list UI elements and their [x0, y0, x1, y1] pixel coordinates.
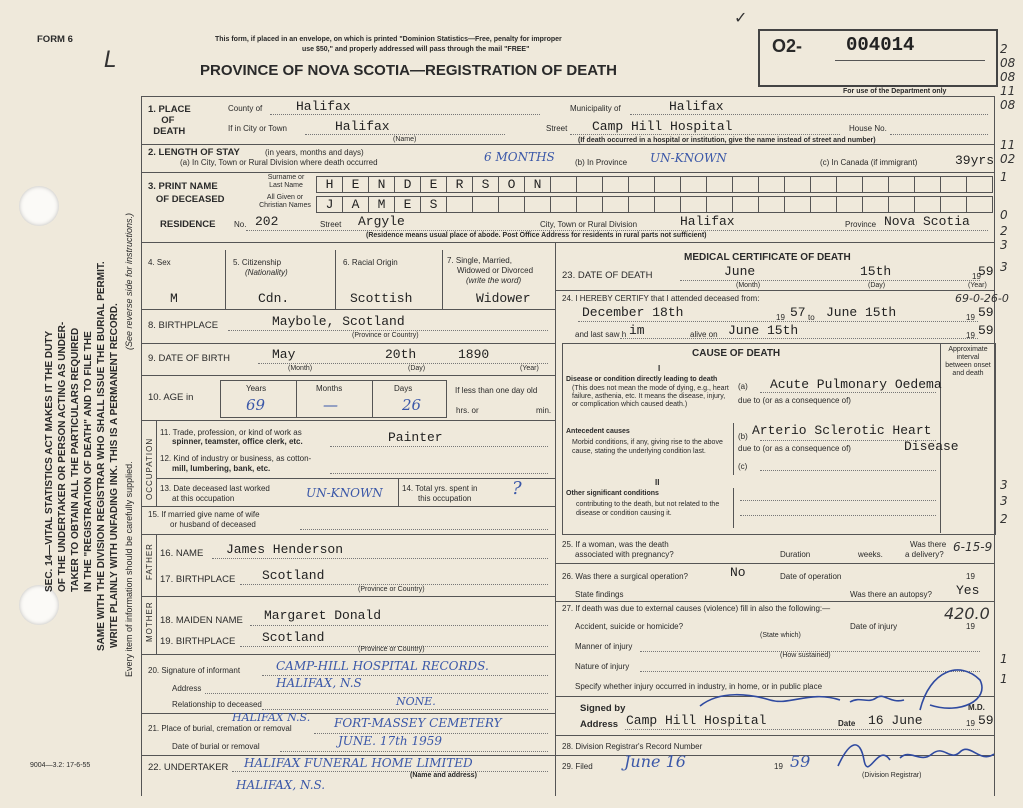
name-letter-box	[550, 176, 577, 193]
street-label: Street	[546, 124, 568, 133]
margin-code: 11	[1000, 138, 1016, 152]
autopsy-value: Yes	[956, 583, 980, 598]
citizenship-sub: (Nationality)	[245, 268, 288, 277]
margin-code: 3	[1000, 478, 1008, 492]
name-letter-box: N	[524, 176, 551, 193]
q26-label: 26. Was there a surgical operation?	[562, 572, 688, 581]
dob-year-caption: (Year)	[520, 365, 539, 372]
cause-b-2: Disease	[904, 439, 959, 454]
burial-date: JUNE. 17th 1959	[338, 734, 442, 748]
hrs-label: hrs. or	[456, 406, 479, 415]
name-letter-box: J	[316, 196, 343, 213]
residence-province: Nova Scotia	[884, 214, 970, 229]
name-letter-box: N	[368, 176, 395, 193]
marital-label-2: Widowed or Divorced	[457, 266, 534, 275]
name-letter-box	[732, 176, 759, 193]
note-420: 420.0	[944, 604, 990, 623]
q29-label: 29. Filed	[562, 762, 593, 771]
name-letter-box	[758, 196, 785, 213]
date-label: Date	[838, 719, 856, 728]
medical-heading: MEDICAL CERTIFICATE OF DEATH	[684, 252, 851, 263]
weeks-label: weeks.	[858, 550, 883, 559]
margin-code: 11	[1000, 84, 1016, 98]
margin-code: 2	[1000, 42, 1008, 56]
birthplace-label: 8. BIRTHPLACE	[148, 320, 219, 331]
stay-c-value: 39yrs	[955, 153, 995, 168]
op-date-label: Date of operation	[780, 572, 842, 581]
dob-month: May	[272, 347, 296, 362]
disease-note: (This does not mean the mode of dying, e.g., heart failure, asthenia, etc. It means the disease, injury, or complication which caused death.)	[572, 385, 729, 408]
dod-year-prefix: 19	[972, 272, 981, 281]
industry-label-1: 12. Kind of industry or business, as cotton-	[160, 454, 312, 463]
burial-label: 21. Place of burial, cremation or removal	[148, 724, 292, 733]
father-side-label: FATHER	[145, 543, 154, 580]
residence-note: (Residence means usual place of abode. Post Office Address for residents in rural parts not sufficient)	[366, 232, 707, 239]
residence-no-label: No.	[234, 220, 247, 229]
margin-code: 02	[1000, 152, 1016, 166]
name-letter-box	[654, 176, 681, 193]
place-of-death-label: 1. PLACE OF DEATH	[148, 104, 191, 137]
margin-code: 1	[1000, 652, 1008, 666]
occupation-side-label: OCCUPATION	[145, 437, 154, 500]
marital-label-3: (write the word)	[466, 276, 522, 285]
dod-day: 15th	[860, 264, 892, 279]
punch-hole-top	[19, 186, 59, 226]
to-year-prefix: 19	[966, 313, 975, 322]
margin-code: 3	[1000, 260, 1008, 274]
last-saw-year-prefix: 19	[966, 331, 975, 340]
total-yrs-value: ?	[512, 478, 522, 499]
name-letter-box	[654, 196, 681, 213]
given-label: All Given or Christian Names	[259, 194, 311, 209]
father-name-label: 16. NAME	[160, 548, 204, 559]
municipality-value: Halifax	[669, 99, 724, 114]
page-title: PROVINCE OF NOVA SCOTIA—REGISTRATION OF DEATH	[200, 62, 617, 79]
trade-label-2: spinner, teamster, office clerk, etc.	[172, 437, 303, 446]
mother-name-label: 18. MAIDEN NAME	[160, 615, 243, 626]
name-letter-box: H	[316, 176, 343, 193]
county-value: Halifax	[296, 99, 351, 114]
delivery-label-2: a delivery?	[905, 550, 944, 559]
filed-date: June 16	[624, 752, 686, 771]
dept-use-note: For use of the Department only	[843, 88, 947, 95]
stay-b-value: UN-KNOWN	[650, 151, 727, 165]
margin-code: 2	[1000, 512, 1008, 526]
sec14-line7: Every item of information should be carefully supplied.	[124, 461, 134, 677]
informant-sig-value: CAMP-HILL HOSPITAL RECORDS.	[276, 659, 489, 673]
margin-code: 08	[1000, 98, 1016, 112]
informant-address-label: Address	[172, 684, 202, 693]
father-birthplace: Scotland	[262, 568, 325, 583]
last-saw-date: June 15th	[728, 323, 799, 338]
sec14-line2: OF THE UNDERTAKER OR PERSON ACTING AS UNDER-	[57, 321, 68, 592]
other-note: contributing to the death, but not related to the disease or condition causing it.	[576, 501, 720, 517]
name-letter-box: A	[342, 196, 369, 213]
birthplace-value: Maybole, Scotland	[272, 314, 405, 329]
city-value: Halifax	[335, 119, 390, 134]
last-saw-label: and last saw h	[575, 330, 627, 339]
name-letter-box	[966, 176, 993, 193]
name-letter-box	[576, 176, 603, 193]
mother-birthplace: Scotland	[262, 630, 325, 645]
days-label: Days	[394, 384, 413, 393]
dod-year: 59	[978, 264, 994, 279]
wife-label-2: or husband of deceased	[170, 520, 256, 529]
other-label: Other significant conditions	[566, 490, 659, 497]
sec14-line4: IN THE "REGISTRATION OF DEATH" AND TO FILE THE	[83, 331, 94, 592]
last-worked-label-1: 13. Date deceased last worked	[160, 484, 270, 493]
name-letter-box	[940, 196, 967, 213]
physician-signature	[690, 660, 1000, 720]
address-label: Address	[580, 719, 619, 730]
length-sub: (in years, months and days)	[265, 148, 364, 157]
residence-street-label: Street	[320, 220, 342, 229]
name-letter-box	[810, 176, 837, 193]
municipality-label: Municipality of	[570, 104, 621, 113]
margin-code: 1	[1000, 170, 1008, 184]
name-letter-box: E	[394, 196, 421, 213]
dod-day-caption: (Day)	[868, 282, 886, 289]
filed-year: 59	[790, 752, 811, 771]
date-injury-label: Date of injury	[850, 622, 898, 631]
dod-month-caption: (Month)	[736, 282, 761, 289]
name-letter-box	[836, 196, 863, 213]
name-letter-box	[498, 196, 525, 213]
house-label: House No.	[849, 124, 887, 133]
surname-grid	[316, 176, 992, 194]
racial-label: 6. Racial Origin	[343, 258, 398, 267]
attended-from: December 18th	[582, 305, 684, 320]
q25-label-2: associated with pregnancy?	[575, 550, 674, 559]
residence-city-label: City, Town or Rural Division	[540, 220, 638, 229]
dob-month-caption: (Month)	[288, 365, 313, 372]
residence-no: 202	[255, 214, 279, 229]
total-yrs-label-1: 14. Total yrs. spent in	[402, 484, 478, 493]
dod-year-caption: (Year)	[968, 282, 987, 289]
q28-label: 28. Division Registrar's Record Number	[562, 742, 703, 751]
undertaker-label: 22. UNDERTAKER	[148, 762, 229, 773]
name-letter-box: S	[472, 176, 499, 193]
q25-label-1: 25. If a woman, was the death	[562, 540, 669, 549]
margin-code: 08	[1000, 56, 1016, 70]
form-label: FORM 6	[37, 34, 73, 45]
name-letter-box	[966, 196, 993, 213]
specify-label: Specify whether injury occurred in industry, in home, or in public place	[575, 682, 823, 691]
dod-month: June	[724, 264, 756, 279]
name-letter-box	[446, 196, 473, 213]
note-69: 69-0-26-0	[955, 292, 1009, 305]
age-months: —	[323, 396, 338, 414]
father-birthplace-label: 17. BIRTHPLACE	[160, 574, 236, 585]
name-letter-box: E	[342, 176, 369, 193]
trade-value: Painter	[388, 430, 443, 445]
age-years: 69	[246, 396, 266, 414]
md-label: M.D.	[968, 703, 985, 712]
sex-value: M	[170, 291, 178, 306]
name-letter-box	[758, 176, 785, 193]
nature-label: Nature of injury	[575, 662, 630, 671]
cause-c-label: (c)	[738, 462, 748, 471]
injury-year-prefix: 19	[966, 622, 975, 631]
registration-number: 004014	[846, 34, 915, 56]
div-registrar-caption: (Division Registrar)	[862, 772, 922, 779]
total-yrs-label-2: this occupation	[418, 494, 472, 503]
father-name: James Henderson	[226, 542, 344, 557]
sec14-line3: TAKER TO OBTAIN ALL THE PARTICULARS REQUIRED	[70, 327, 81, 592]
last-saw-year: 59	[978, 323, 994, 338]
sec14-line8: (See reverse side for instructions.)	[124, 212, 134, 350]
cause-b-1: Arterio Sclerotic Heart	[752, 423, 932, 438]
name-letter-box	[836, 176, 863, 193]
duration-label: Duration	[780, 550, 811, 559]
name-letter-box	[628, 196, 655, 213]
cause-b-label: (b)	[738, 432, 748, 441]
cause-heading: CAUSE OF DEATH	[692, 348, 781, 359]
due-to-b: due to (or as a consequence of)	[738, 444, 851, 453]
name-letter-box: S	[420, 196, 447, 213]
note-615: 6-15-9	[953, 540, 993, 554]
autopsy-label: Was there an autopsy?	[850, 590, 932, 599]
undertaker-value: HALIFAX FUNERAL HOME LIMITED	[244, 756, 473, 770]
name-letter-box	[680, 196, 707, 213]
state-which: (State which)	[760, 632, 801, 639]
dob-day-caption: (Day)	[408, 365, 426, 372]
name-letter-box	[680, 176, 707, 193]
name-letter-box	[888, 196, 915, 213]
name-letter-box	[706, 176, 733, 193]
op-year-prefix: 19	[966, 572, 975, 581]
name-letter-box	[914, 196, 941, 213]
due-to-a: due to (or as a consequence of)	[738, 396, 851, 405]
sign-year-prefix: 19	[966, 719, 975, 728]
q26-value: No	[730, 565, 746, 580]
name-letter-box: M	[368, 196, 395, 213]
name-letter-box	[576, 196, 603, 213]
name-letter-box: O	[498, 176, 525, 193]
marital-value: Widower	[476, 291, 531, 306]
age-label: 10. AGE in	[148, 392, 194, 403]
margin-code: 0	[1000, 208, 1008, 222]
registration-prefix: O2-	[772, 36, 803, 56]
residence-province-label: Province	[845, 220, 877, 229]
name-letter-box	[940, 176, 967, 193]
months-label: Months	[316, 384, 343, 393]
sec14-line5: SAME WITH THE DIVISION REGISTRAR WHO SHALL ISSUE THE BURIAL PERMIT.	[96, 261, 107, 651]
racial-value: Scottish	[350, 291, 413, 306]
residence-city: Halifax	[680, 214, 735, 229]
undertaker-caption: (Name and address)	[410, 772, 477, 779]
mother-name: Margaret Donald	[264, 608, 382, 623]
last-worked-label-2: at this occupation	[172, 494, 235, 503]
county-label: County of	[228, 104, 263, 113]
stay-b-label: (b) In Province	[575, 158, 628, 167]
name-letter-box	[810, 196, 837, 213]
sex-label: 4. Sex	[148, 258, 171, 267]
citizenship-value: Cdn.	[258, 291, 290, 306]
sign-year: 59	[978, 713, 994, 728]
burial-place: HALIFAX N.S.	[232, 711, 311, 724]
filed-year-prefix: 19	[774, 762, 783, 771]
roman-one: I	[658, 364, 661, 373]
name-letter-box	[706, 196, 733, 213]
registrar-signature	[830, 730, 1000, 774]
last-worked-value: UN-KNOWN	[306, 486, 383, 500]
mother-bp-caption: (Province or Country)	[358, 646, 425, 653]
disease-label: Disease or condition directly leading to death	[566, 376, 718, 383]
manner-label: Manner of injury	[575, 642, 633, 651]
margin-code: 1	[1000, 672, 1008, 686]
attended-to-year: 59	[978, 305, 994, 320]
envelope-note-2: use $50," and properly addressed will pass through the mail "FREE"	[302, 46, 530, 53]
name-letter-box	[862, 196, 889, 213]
city-name-caption: (Name)	[393, 136, 417, 143]
name-letter-box	[628, 176, 655, 193]
accident-label: Accident, suicide or homicide?	[575, 622, 684, 631]
from-year-prefix: 19	[776, 313, 785, 322]
antecedent-note: Morbid conditions, if any, giving rise to the above cause, stating the underlying condition last.	[572, 439, 723, 455]
to-label: to	[808, 313, 815, 322]
birthplace-caption: (Province or Country)	[352, 332, 419, 339]
street-value: Camp Hill Hospital	[592, 119, 733, 134]
cause-a-label: (a)	[738, 382, 748, 391]
burial-date-label: Date of burial or removal	[172, 742, 260, 751]
stay-a-value: 6 MONTHS	[484, 150, 555, 164]
sign-date: 16 June	[868, 713, 923, 728]
stay-a-label: (a) In City, Town or Rural Division where death occurred	[180, 158, 378, 167]
alive-label: alive on	[690, 330, 718, 339]
antecedent-label: Antecedent causes	[566, 428, 630, 435]
citizenship-label: 5. Citizenship	[233, 258, 282, 267]
stay-c-label: (c) In Canada (if immigrant)	[820, 158, 918, 167]
surname-label: Surname or Last Name	[267, 174, 305, 189]
residence-street: Argyle	[358, 214, 405, 229]
name-letter-box	[888, 176, 915, 193]
margin-code: 08	[1000, 70, 1016, 84]
dob-label: 9. DATE OF BIRTH	[148, 353, 230, 364]
attended-to: June 15th	[826, 305, 897, 320]
dob-day: 20th	[385, 347, 417, 362]
informant-sig-label: 20. Signature of informant	[148, 666, 241, 675]
industry-label-2: mill, lumbering, bank, etc.	[172, 464, 271, 473]
name-letter-box	[524, 196, 551, 213]
name-letter-box	[732, 196, 759, 213]
name-letter-box: D	[394, 176, 421, 193]
certify-label: 24. I HEREBY CERTIFY that I attended deceased from:	[562, 294, 760, 303]
father-bp-caption: (Province or Country)	[358, 586, 425, 593]
margin-mark-L: L	[104, 48, 117, 73]
envelope-note-1: This form, if placed in an envelope, on which is printed "Dominion Statistics—Free, penalty for improper	[215, 36, 562, 43]
last-saw-him: im	[629, 323, 645, 338]
name-letter-box	[602, 176, 629, 193]
name-letter-box	[602, 196, 629, 213]
name-letter-box	[472, 196, 499, 213]
interval-note: Approximate interval between onset and death	[945, 346, 991, 377]
undertaker-address: HALIFAX, N.S.	[236, 778, 326, 792]
name-letter-box	[862, 176, 889, 193]
name-letter-box: E	[420, 176, 447, 193]
less-day-label: If less than one day old	[455, 386, 538, 395]
min-label: min.	[536, 406, 552, 415]
trade-label-1: 11. Trade, profession, or kind of work as	[160, 428, 302, 437]
mother-side-label: MOTHER	[145, 601, 154, 642]
city-label: If in City or Town	[228, 124, 287, 133]
dob-year: 1890	[458, 347, 490, 362]
name-letter-box	[784, 196, 811, 213]
relationship-value: NONE.	[396, 695, 436, 708]
informant-address: HALIFAX, N.S	[276, 676, 362, 690]
age-days: 26	[402, 396, 422, 414]
name-letter-box: R	[446, 176, 473, 193]
delivery-label-1: Was there	[910, 540, 947, 549]
margin-code: 2	[1000, 224, 1008, 238]
margin-code: 3	[1000, 494, 1008, 508]
mother-birthplace-label: 19. BIRTHPLACE	[160, 636, 236, 647]
hospital-note: (If death occurred in a hospital or institution, give the name instead of street and number)	[578, 137, 876, 144]
relationship-label: Relationship to deceased	[172, 700, 262, 709]
burial-value: FORT-MASSEY CEMETERY	[334, 716, 502, 730]
form-code: 9004—3.2: 17-6-55	[30, 762, 91, 769]
attended-from-year: 57	[790, 305, 806, 320]
name-letter-box	[784, 176, 811, 193]
findings-label: State findings	[575, 590, 624, 599]
name-letter-box	[914, 176, 941, 193]
signed-label: Signed by	[580, 703, 626, 714]
q27-label: 27. If death was due to external causes (violence) fill in also the following:—	[562, 604, 831, 613]
wife-label-1: 15. If married give name of wife	[148, 510, 260, 519]
margin-code: 3	[1000, 238, 1008, 252]
residence-label: RESIDENCE	[160, 219, 216, 230]
address-value: Camp Hill Hospital	[626, 713, 767, 728]
print-name-label: 3. PRINT NAME OF DECEASED	[148, 181, 225, 205]
length-of-stay-label: 2. LENGTH OF STAY	[148, 147, 240, 158]
name-letter-box	[550, 196, 577, 213]
marital-label-1: 7. Single, Married,	[447, 256, 512, 265]
given-grid	[316, 196, 992, 214]
sec14-line6: WRITE PLAINLY WITH UNFADING INK. THIS IS A PERMANENT RECORD.	[109, 303, 120, 648]
dod-label: 23. DATE OF DEATH	[562, 270, 653, 281]
check-mark: ✓	[734, 8, 748, 27]
sec14-line1: SEC. 14—VITAL STATISTICS ACT MAKES IT THE DUTY	[44, 330, 55, 592]
how-caption: (How sustained)	[780, 652, 831, 659]
cause-a: Acute Pulmonary Oedema	[770, 377, 942, 392]
roman-two: II	[655, 478, 660, 487]
years-label: Years	[246, 384, 267, 393]
